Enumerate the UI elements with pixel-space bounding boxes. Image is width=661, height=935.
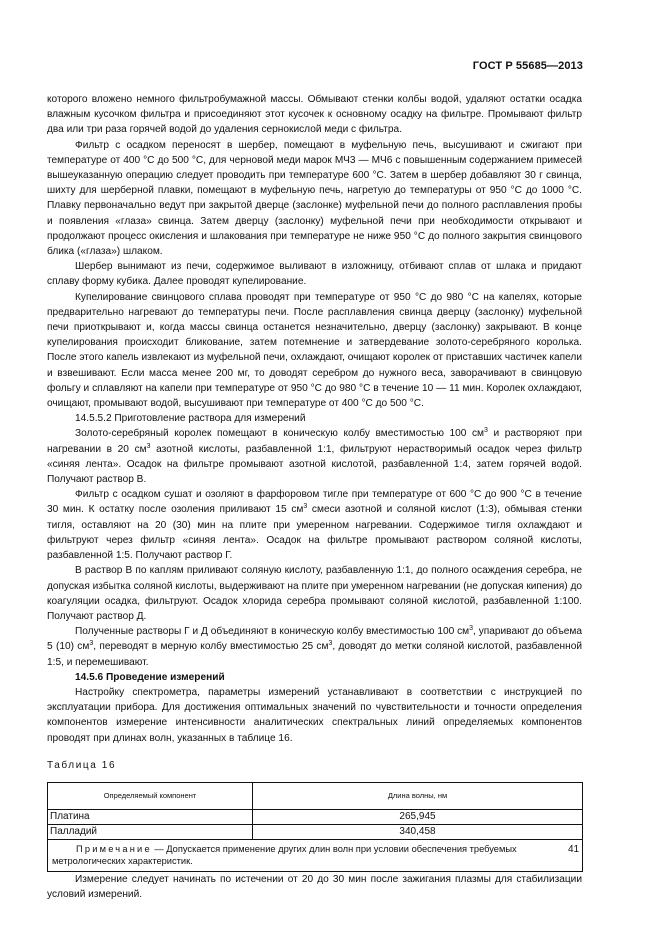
table-label: Таблица 16 [47, 759, 117, 771]
paragraph: Полученные растворы Г и Д объединяют в коническую колбу вместимостью 100 $см^3$, упаривают до объема 5 (10) $см^3$, переводят в мерную колбу вместимостью 25 $см^3$, доводят до метки соляной кислотой, разбавленной 1:5, и перемешивают. [47, 625, 582, 668]
table-cell-component: Палладий [48, 824, 253, 839]
paragraph: Золото-серебряный королек помещают в коническую колбу вместимостью 100 $см^3$ и растворяют при нагревании в 20 $см^3$ азотной кислоты, разбавленной 1:1, фильтруют нерастворимый осадок через фильтр «синяя лента». Осадок на фильтре промывают азотной кислотой, разбавленной 1:4, затем горячей водой. Получают раствор В. [47, 427, 582, 486]
paragraph: Фильтр с осадком переносят в шербер, помещают в муфельную печь, высушивают и сжигают при температуре от 400 °С до 500 °С, для черновой меди марок МЧ3 — МЧ6 с повышенным содержанием примесей вышеуказанную операцию следует проводить при температуре 600 °С. Затем в шербер добавляют 30 г свинца, шихту для шерберной плавки, помещают в муфельную печь, нагретую до температуры от 950 °С до 1000 °С. Плавку первоначально ведут при закрытой дверце (заслонке) муфельной печи до полного расплавления пробы и появления «глаза» свинца. Затем дверцу (заслонку) муфельной печи при необходимости открывают и продолжают процесс окисления и шлакования при температуре не ниже 950 °С до полного закрытия свинцового блика («глаза») шлаком. [47, 139, 582, 258]
wavelength-table [47, 782, 583, 872]
final-paragraph: Измерение следует начинать по истечении от 20 до 30 мин после зажигания плазмы для стабилизации условий измерений. [47, 873, 582, 901]
paragraph: которого вложено немного фильтробумажной массы. Обмывают стенки колбы водой, удаляют остатки осадка влажным кусочком фильтра и присоединяют этот кусочек к основному осадку на фильтре. Промывают фильтр два или три раза горячей водой до удаления сернокислой меди с фильтра. [47, 94, 582, 136]
paragraph: Шербер вынимают из печи, содержимое выливают в изложницу, отбивают сплав от шлака и придают сплаву форму кубика. Далее проводят купелирование. [47, 261, 582, 288]
table-cell-wavelength: 265,945 [253, 809, 583, 824]
table-cell-component: Платина [48, 809, 253, 824]
paragraph: Купелирование свинцового сплава проводят при температуре от 950 °С до 980 °С на капелях, которые предварительно нагревают до температуры печи. После расплавления свинца дверцу (заслонку) муфельной печи приоткрывают и, когда массы свинца останется незначительно, дверцу (заслонку) закрывают. В конце купелирования происходит бликование, затем потемнение и затвердевание золото-серебряного королька. После этого капель извлекают из муфельной печи, охлаждают, очищают королек от приставших частичек капели и взвешивают. Если масса менее 200 мг, то доводят серебром до нужного веса, заворачивают в свинцовую фольгу и сплавляют на капели при температуре от 950 °С до 980 °С в течение 10 — 11 мин. Королек охлаждают, очищают, промывают водой, высушивают при температуре от 400 °С до 500 °С. [47, 291, 582, 410]
body-text [47, 92, 582, 902]
table-row [48, 809, 583, 824]
table-cell-wavelength: 340,458 [253, 824, 583, 839]
table-header-wavelength: Длина волны, нм [253, 782, 583, 809]
table-row [48, 824, 583, 839]
paragraph: 14.5.5.2 Приготовление раствора для измерений [75, 413, 306, 425]
note-word: Примечание [76, 843, 152, 854]
note-text: — Допускается применение других длин волн при условии обеспечения требуемых метрологических характеристик. [52, 843, 517, 867]
document-code: ГОСТ Р 55685—2013 [472, 60, 583, 72]
table-note [48, 839, 583, 871]
table-header-row [48, 782, 583, 809]
table-header-component: Определяемый компонент [48, 782, 253, 809]
paragraph: Настройку спектрометра, параметры измерений устанавливают в соответствии с инструкцией по эксплуатации прибора. Для достижения оптимальных значений по чувствительности и точности определения компонентов измерение интенсивности аналитических спектральных линий определяемых компонентов проводят при длинах волн, указанных в таблице 16. [47, 686, 582, 744]
paragraph: 14.5.6 Проведение измерений [75, 671, 225, 683]
paragraph-list [47, 92, 582, 746]
paragraph: Фильтр с осадком сушат и озоляют в фарфоровом тигле при температуре от 600 °С до 900 °С в течение 30 мин. К остатку после озоления приливают 15 $см^3$ смеси азотной и соляной кислот (1:3), обмывая стенки тигля, оставляют на 20 (30) мин на плите при умеренном нагревании. Содержимое тигля охлаждают и фильтруют через фильтр «синяя лента». Осадок на фильтре промывают раствором соляной кислоты, разбавленной 1:5. Получают раствор Г. [47, 489, 582, 562]
table-note-row [48, 839, 583, 871]
page-number: 41 [568, 844, 580, 855]
paragraph: В раствор В по каплям приливают соляную кислоту, разбавленную 1:1, до полного осаждения серебра, не допуская избытка соляной кислоты, выдерживают на плите при умеренном нагревании (не допуская кипения) до коагуляции осадка, фильтруют. Осадок хлорида серебра промывают соляной кислотой, разбавленной 1:100. Получают раствор Д. [47, 565, 582, 622]
